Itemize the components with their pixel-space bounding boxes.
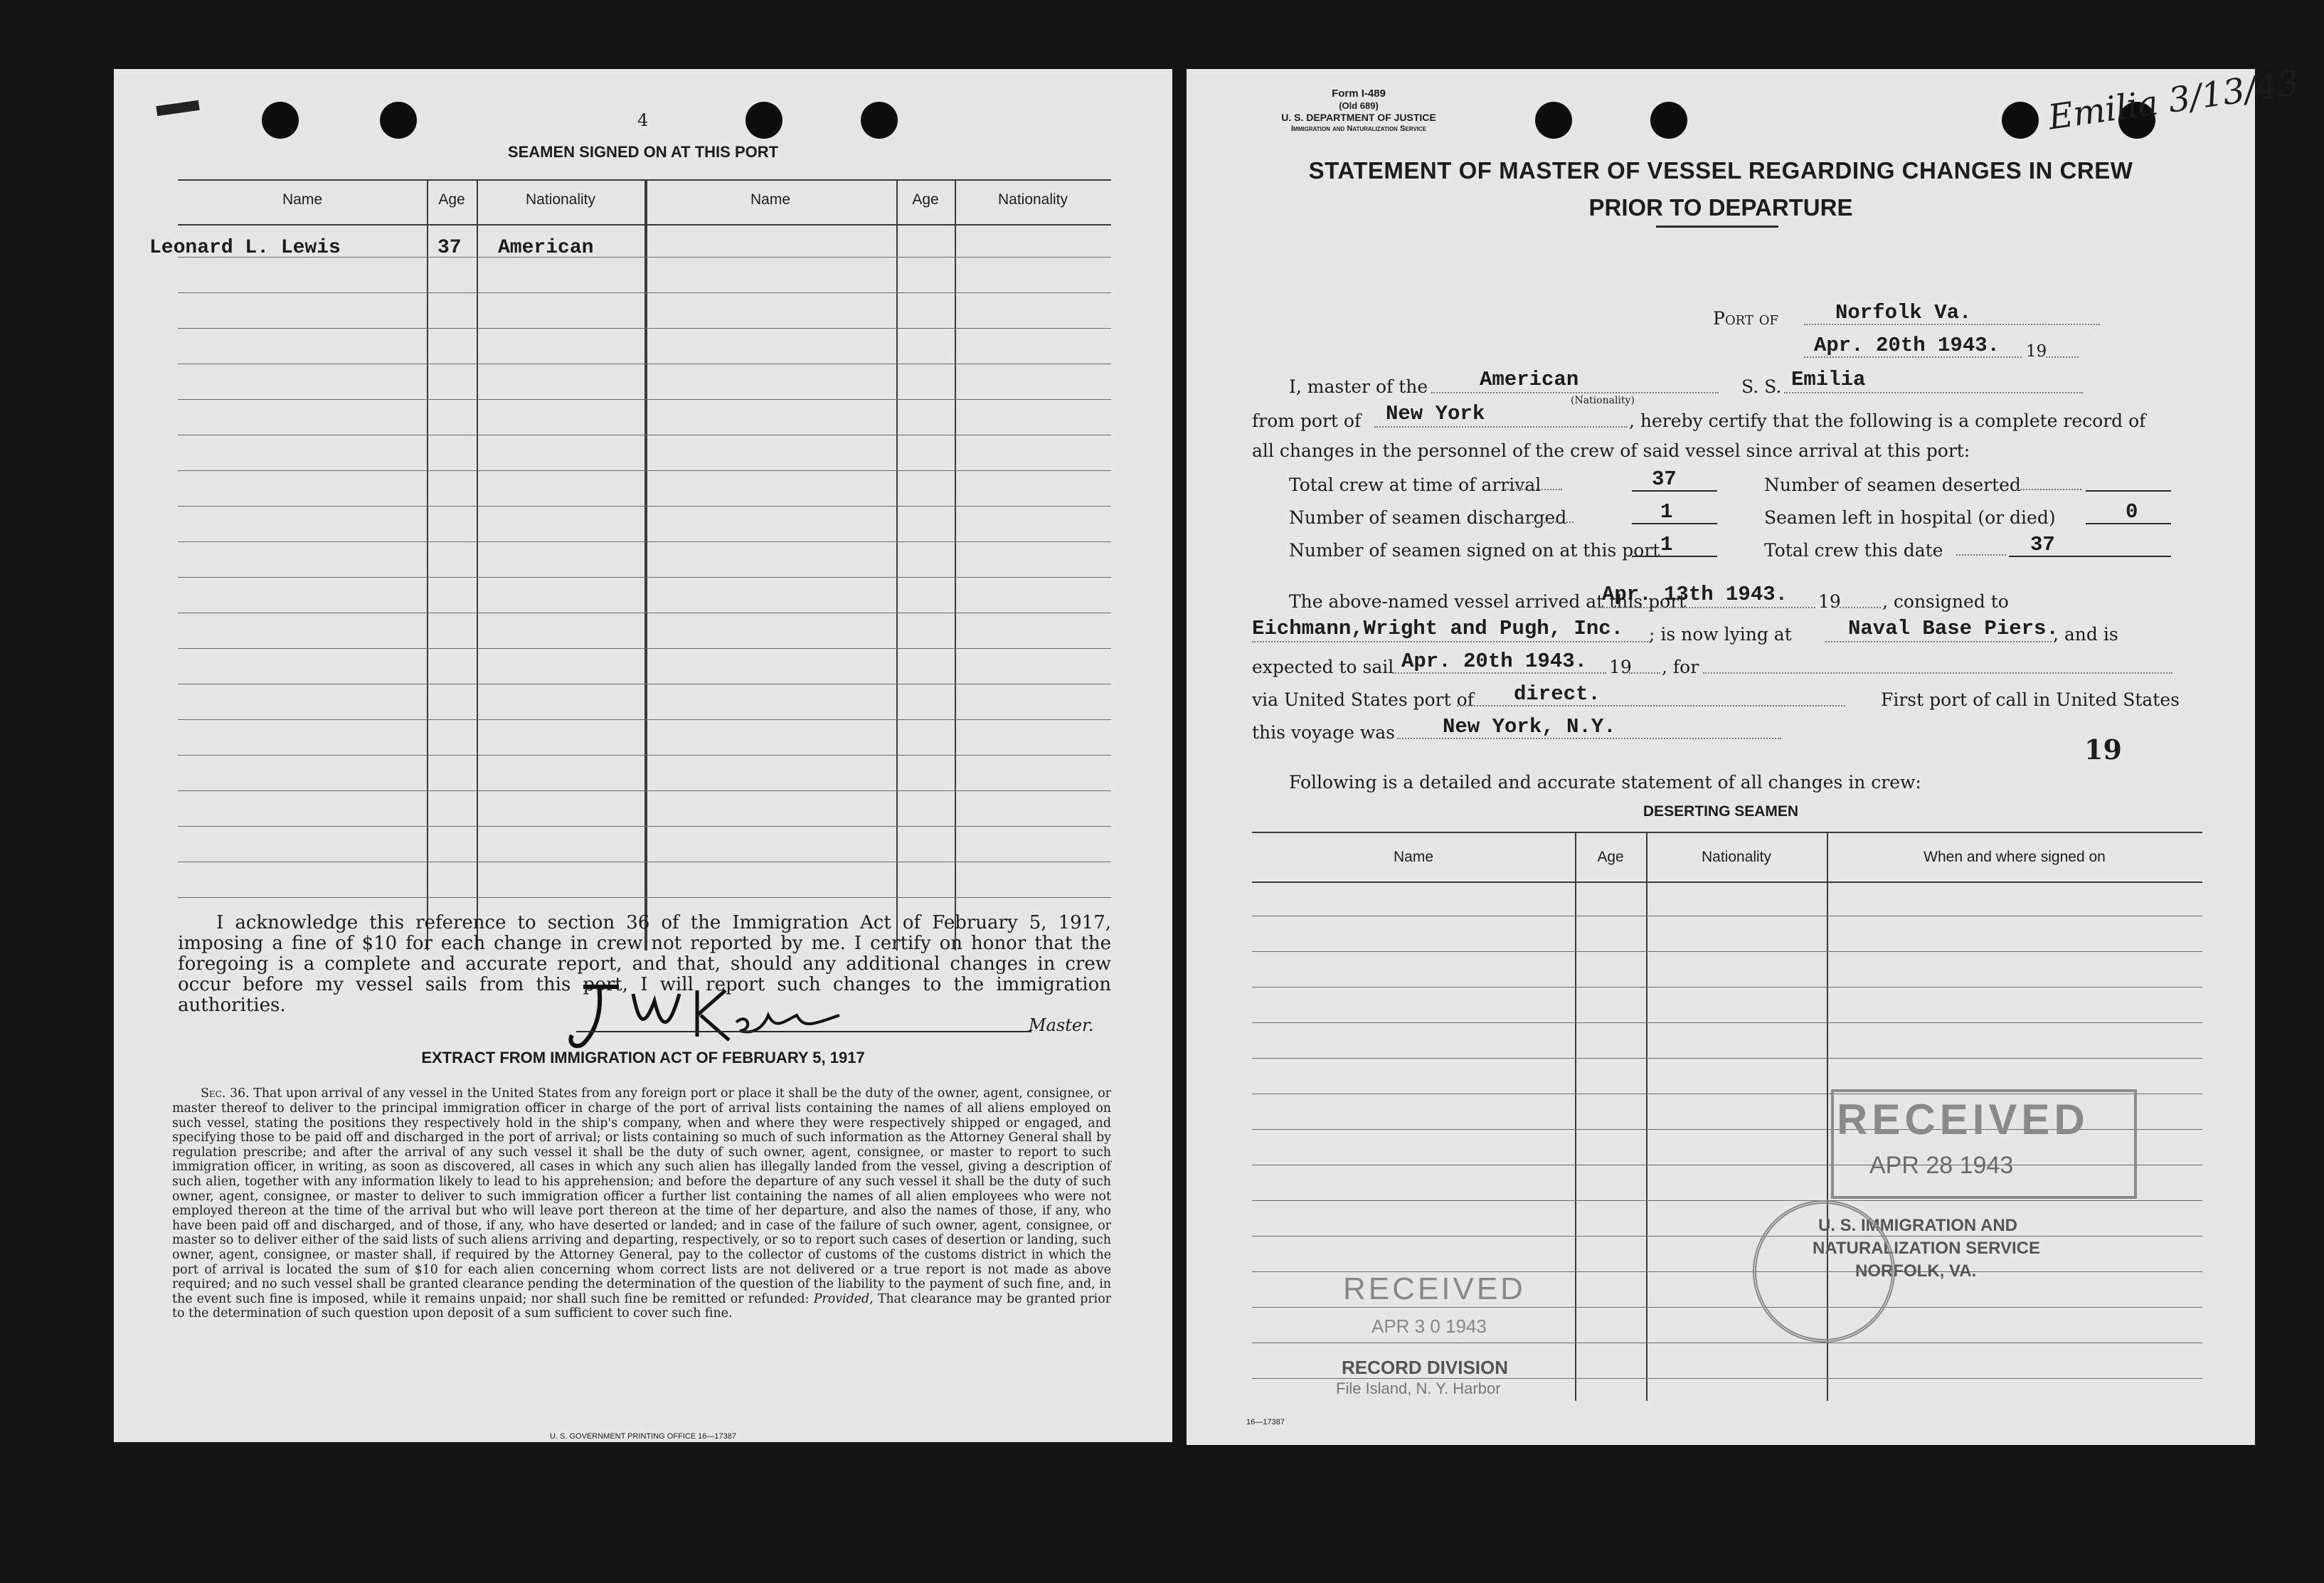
signed-on-value: 1 — [1660, 533, 1673, 556]
col-header-age: Age — [438, 191, 465, 208]
section-36-text — [172, 1086, 1111, 1321]
form-number: Form I-489 — [1332, 88, 1386, 100]
extract-title: EXTRACT FROM IMMIGRATION ACT OF FEBRUARY 5, 1917 — [421, 1049, 865, 1066]
from-port-label: from port of — [1252, 411, 1362, 431]
seaman-name: Leonard L. Lewis — [149, 237, 341, 259]
expected-label: expected to sail — [1252, 657, 1394, 677]
desert-row-line — [1252, 1022, 2202, 1023]
arrived-label: The above-named vessel arrived at this port — [1289, 591, 1687, 612]
section-36-provided: Provided, — [813, 1291, 874, 1306]
expected-year-suffix: 19 — [1609, 657, 1632, 677]
punch-hole — [262, 102, 299, 139]
col-header-age-2: Age — [912, 191, 939, 208]
col-header-nationality-2: Nationality — [997, 191, 1068, 208]
signature-role: Master. — [1029, 1015, 1094, 1035]
seaman-nationality: American — [498, 237, 594, 259]
desert-col-nationality: Nationality — [1701, 849, 1772, 865]
form-title-line-2: PRIOR TO DEPARTURE — [1588, 194, 1853, 221]
seaman-age: 37 — [437, 237, 462, 259]
nationality-caption: (Nationality) — [1571, 395, 1635, 406]
from-port-value: New York — [1386, 402, 1485, 425]
service-stamp-line-1: U. S. IMMIGRATION AND — [1818, 1216, 2017, 1235]
col-header-name-2: Name — [750, 191, 791, 208]
vessel-name: Emilia — [1791, 368, 1866, 391]
handwritten-corner-note: Emilia 3/13/43 — [2045, 63, 2302, 138]
hospital-value: 0 — [2126, 500, 2138, 524]
page-number: 4 — [637, 110, 649, 130]
year-bottom: 19 — [2084, 734, 2122, 766]
desert-col-when-where: When and where signed on — [1924, 849, 2106, 865]
via-label: via United States port of — [1252, 689, 1474, 710]
seal-stamp — [1753, 1200, 1895, 1343]
hospital-label: Seamen left in hospital (or died) — [1764, 507, 2056, 528]
arrived-value: Apr. 13th 1943. — [1602, 583, 1788, 606]
table-row-line — [178, 292, 1111, 293]
signed-on-label: Number of seamen signed on at this port — [1289, 540, 1660, 561]
consignee-value: Eichmann,Wright and Pugh, Inc. — [1252, 617, 1624, 640]
following-text: Following is a detailed and accurate statement of all changes in crew: — [1289, 772, 1921, 793]
desert-row-line — [1252, 1200, 2202, 1201]
punch-hole — [1535, 102, 1572, 139]
lying-value: Naval Base Piers. — [1848, 617, 2059, 640]
desert-col-name: Name — [1393, 849, 1434, 865]
deserted-label: Number of seamen deserted — [1764, 475, 2021, 495]
table-row-line — [178, 399, 1111, 400]
table-row-line — [178, 790, 1111, 791]
printer-line: U. S. GOVERNMENT PRINTING OFFICE 16—17387 — [549, 1432, 737, 1441]
nationality-value: American — [1480, 368, 1579, 391]
form-old-number: (Old 689) — [1339, 100, 1379, 111]
total-crew-arrival-label: Total crew at time of arrival — [1289, 475, 1542, 495]
table-row-line — [178, 328, 1111, 329]
and-is-text: , and is — [2053, 624, 2118, 645]
date-year-suffix: 19 — [2026, 342, 2047, 361]
discharged-value: 1 — [1660, 500, 1673, 524]
desert-row-line — [1252, 1236, 2202, 1237]
punch-hole — [2002, 102, 2039, 139]
port-value: Norfolk Va. — [1835, 301, 1972, 324]
first-port-label: First port of call in United States — [1881, 689, 2180, 710]
consigned-label: , consigned to — [1882, 591, 2009, 612]
ink-mark — [156, 100, 199, 116]
desert-col-age: Age — [1597, 849, 1624, 865]
section-36-label: Sec. 36. — [201, 1086, 250, 1101]
desert-row-line — [1252, 987, 2202, 988]
service-stamp-line-3: NORFOLK, VA. — [1855, 1261, 1977, 1281]
form-title-line-1: STATEMENT OF MASTER OF VESSEL REGARDING CHANGES IN CREW — [1308, 157, 2133, 184]
discharged-label: Number of seamen discharged — [1289, 507, 1567, 528]
received-stamp-2-date: APR 3 0 1943 — [1371, 1315, 1487, 1337]
lying-label: ; is now lying at — [1649, 624, 1792, 645]
arrived-year-suffix: 19 — [1818, 591, 1841, 612]
section-title: SEAMEN SIGNED ON AT THIS PORT — [507, 143, 779, 161]
via-value: direct. — [1514, 682, 1601, 706]
signature — [555, 973, 854, 1051]
department: U. S. DEPARTMENT OF JUSTICE — [1281, 112, 1436, 123]
received-stamp-text: RECEIVED — [1837, 1096, 2089, 1143]
master-of-label: I, master of the — [1289, 376, 1428, 397]
certify-text: , hereby certify that the following is a complete record of — [1629, 411, 2146, 431]
record-division-stamp: RECORD DIVISION — [1342, 1357, 1509, 1378]
expected-value: Apr. 20th 1943. — [1401, 650, 1588, 673]
table-row-line — [178, 719, 1111, 720]
table-row-line — [178, 755, 1111, 756]
date-value: Apr. 20th 1943. — [1814, 334, 2000, 357]
port-label: Port of — [1713, 308, 1779, 329]
for-label: , for — [1662, 657, 1699, 677]
desert-row-line — [1252, 951, 2202, 952]
voyage-value: New York, N.Y. — [1443, 715, 1616, 738]
table-row-line — [178, 506, 1111, 507]
total-crew-arrival-value: 37 — [1652, 467, 1677, 491]
service-stamp-line-2: NATURALIZATION SERVICE — [1813, 1239, 2041, 1258]
total-crew-date-value: 37 — [2030, 533, 2055, 556]
table-row-line — [178, 826, 1111, 827]
ss-label: S. S. — [1741, 376, 1782, 397]
desert-row-line — [1252, 1058, 2202, 1059]
total-crew-date-label: Total crew this date — [1764, 540, 1943, 561]
service: Immigration and Naturalization Service — [1290, 125, 1426, 133]
col-header-name: Name — [282, 191, 323, 208]
punch-hole — [861, 102, 898, 139]
col-header-nationality: Nationality — [525, 191, 596, 208]
table-row-line — [178, 470, 1111, 471]
received-stamp — [1831, 1089, 2137, 1199]
table-row-line — [178, 897, 1111, 898]
table-row-line — [178, 577, 1111, 578]
table-row-line — [178, 648, 1111, 649]
section-36-tail: That clearance may be granted prior to the determination of such question upon deposit of a sum sufficient to cover such fine. — [172, 1291, 1112, 1321]
table-row-line — [178, 541, 1111, 542]
punch-hole — [380, 102, 417, 139]
voyage-label: this voyage was — [1252, 722, 1396, 743]
received-stamp-date: APR 28 1943 — [1869, 1152, 2014, 1179]
deserting-seamen-title: DESERTING SEAMEN — [1643, 803, 1799, 820]
left-page — [114, 69, 1172, 1442]
desert-row-line — [1252, 1307, 2202, 1308]
punch-hole — [746, 102, 782, 139]
all-changes-text: all changes in the personnel of the crew of said vessel since arrival at this port: — [1252, 440, 1970, 461]
printer-code: 16—17387 — [1246, 1418, 1285, 1426]
punch-hole — [1650, 102, 1687, 139]
received-stamp-2: RECEIVED — [1343, 1271, 1526, 1306]
right-page — [1187, 63, 2302, 1445]
section-36-body: That upon arrival of any vessel in the United States from any foreign port or place it shall be the duty of the owner, agent, consignee, or master thereof to deliver to the principal immigration officer in charge of the port of arrival lists containing the names of all aliens employed on such vessel, stating the positions they respectively hold in the ship's company, when and where they were respectively shipped or engaged, and specifying those to be paid off and discharged in the port of arrival; or lists containing so much of such information as the Attorney General shall by regulation prescribe; and after the arrival of any such vessel it shall be the duty of such owner, agent, consignee, or master to report to such immigration officer, in writing, as soon as discovered, all cases in which any such alien has illegally landed from the vessel, giving a description of such alien, together with any information likely to lead to his apprehension; and before the departure of any such vessel it shall be the duty of such owner, agent, consignee, or master to deliver to such immigration officer a further list containing the names of all alien employees who were not employed thereon at the time of the arrival but who will leave port thereon at the time of her departure, and also the names of those, if any, who have been paid off and discharged, and of those, if any, who have deserted or landed; and in case of the failure of such owner, agent, consignee, or master so to deliver either of the said lists of such aliens arriving and departing, respectively, or so to report such cases of desertion or landing, such owner, agent, consignee, or master shall, if required by the Attorney General, pay to the collector of customs of the customs district in which the port of arrival is located the sum of $10 for each alien concerning whom correct lists are not delivered or a true report is not made as above required; and no such vessel shall be granted clearance pending the determination of the question of the liability to the payment of such fine, and, in the event such fine is imposed, while it remains unpaid; nor shall such fine be remitted or refunded: — [172, 1086, 1111, 1306]
acknowledgement-text: I acknowledge this reference to section 36 of the Immigration Act of February 5, 1917, imposing a fine of $10 for each change in crew not reported by me. I certify on honor that the foregoing is a complete and accurate report, and that, should any additional changes in crew occur before my vessel sails from this port, I will report such changes to the immigration authorities. — [178, 912, 1111, 1016]
file-island-stamp: File Island, N. Y. Harbor — [1336, 1380, 1501, 1397]
